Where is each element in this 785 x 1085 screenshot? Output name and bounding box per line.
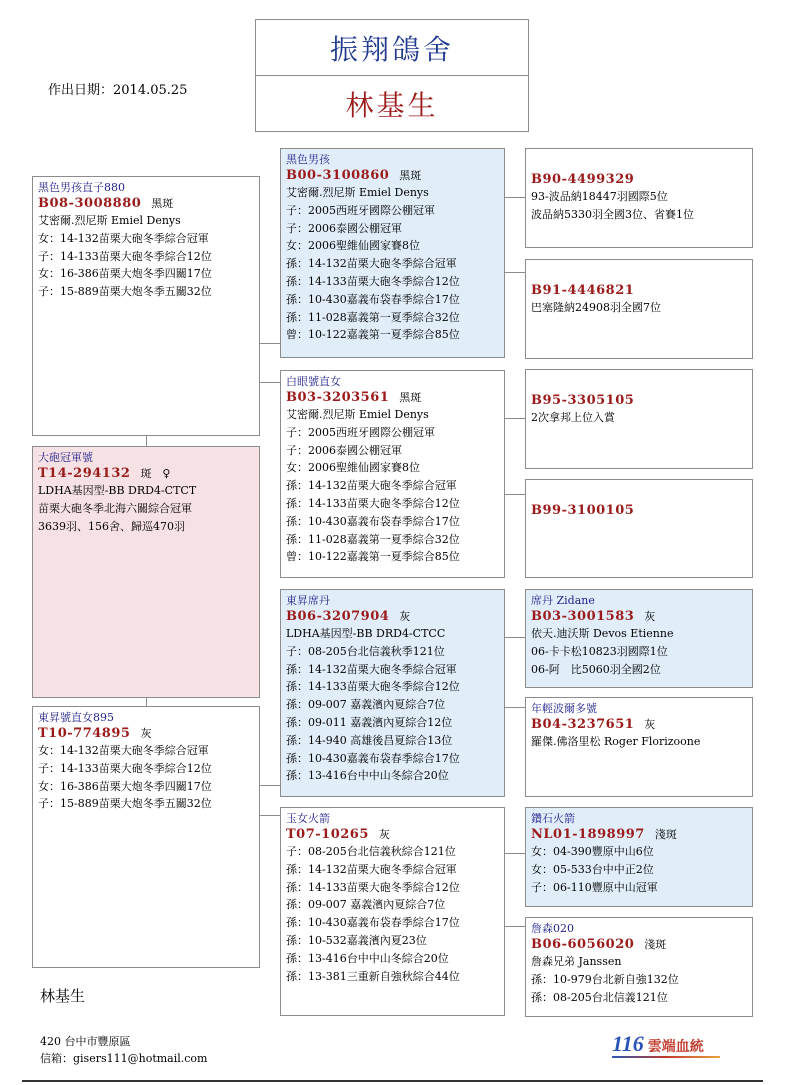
info-line: 孫：13-416台中中山冬綜合20位 bbox=[286, 951, 449, 965]
dam-card[interactable] bbox=[32, 706, 260, 968]
info-line: 女：14-132苗栗大砲冬季綜合冠軍 bbox=[38, 231, 209, 245]
info-line: 孫：13-416台中中山冬綜合20位 bbox=[286, 769, 449, 783]
logo-number: 116 bbox=[612, 1031, 644, 1056]
pigeon-color: 淺斑 bbox=[644, 938, 667, 951]
info-line: 曾：10-122嘉義第一夏季綜合85位 bbox=[286, 328, 460, 342]
dam-dam-card[interactable] bbox=[280, 807, 505, 1016]
info-line: 子：2006泰國公棚冠軍 bbox=[286, 443, 402, 457]
ring-line bbox=[531, 827, 747, 843]
ring-number: B08-3008880 bbox=[38, 196, 142, 211]
ring-line bbox=[531, 609, 747, 625]
ring-line bbox=[286, 827, 499, 843]
pigeon-name: 年輕波爾多號 bbox=[531, 702, 597, 715]
ring-line bbox=[531, 172, 747, 188]
dam-sire-card[interactable] bbox=[280, 589, 505, 797]
info-line: 子：2006泰國公棚冠軍 bbox=[286, 221, 402, 235]
info-line: 子：08-205台北信義秋季121位 bbox=[286, 644, 445, 658]
info-line: 孫：08-205台北信義121位 bbox=[531, 990, 668, 1004]
info-line: 孫：11-028嘉義第一夏季綜合32位 bbox=[286, 532, 460, 546]
sire-dam-card[interactable] bbox=[280, 370, 505, 578]
owner-title: 林基生 bbox=[345, 89, 439, 122]
ring-number: B03-3203561 bbox=[286, 390, 390, 405]
info-line: 波品納5330羽全國3位、省賽1位 bbox=[531, 207, 694, 221]
info-line: 孫：14-133苗栗大砲冬季綜合12位 bbox=[286, 274, 460, 288]
pigeon-name: 玉女火箭 bbox=[286, 812, 330, 825]
info-line: 子：2005西班牙國際公棚冠軍 bbox=[286, 425, 435, 439]
ring-line bbox=[531, 937, 747, 953]
pigeon-name: 白眼號直女 bbox=[286, 375, 341, 388]
pigeon-name: 鑽石火箭 bbox=[531, 812, 575, 825]
pigeon-color: 淺斑 bbox=[654, 828, 677, 841]
ring-number: NL01-1898997 bbox=[531, 827, 645, 842]
subject-card[interactable] bbox=[32, 446, 260, 698]
info-line: 女：2006聖維仙國家賽8位 bbox=[286, 239, 420, 253]
dss-card[interactable] bbox=[525, 589, 753, 688]
info-line: 子：06-110豐原中山冠軍 bbox=[531, 880, 658, 894]
ring-number: B06-3207904 bbox=[286, 609, 390, 624]
dsd-card[interactable] bbox=[525, 697, 753, 797]
ring-number: B99-3100105 bbox=[531, 503, 635, 518]
ring-number: B06-6056020 bbox=[531, 937, 635, 952]
pigeon-color: 灰 bbox=[644, 718, 656, 731]
info-line: 女：04-390豐原中山6位 bbox=[531, 845, 654, 858]
pigeon-name: 黑色男孩 bbox=[286, 153, 330, 166]
info-line: 艾密爾.烈尼斯 Emiel Denys bbox=[38, 214, 181, 227]
info-line: 孫：10-430嘉義布袋春季綜合17位 bbox=[286, 916, 460, 930]
connector-line bbox=[504, 707, 525, 708]
ring-number: B03-3001583 bbox=[531, 609, 635, 624]
ring-line bbox=[531, 717, 747, 733]
info-line: 子：15-889苗栗大炮冬季五關32位 bbox=[38, 797, 212, 811]
pigeon-color: 灰 bbox=[140, 727, 152, 740]
info-line: 孫：10-430嘉義布袋春季綜合17位 bbox=[286, 751, 460, 765]
footer-owner: 林基生 bbox=[40, 987, 86, 1005]
ring-line bbox=[531, 283, 747, 299]
sds-card[interactable] bbox=[525, 369, 753, 469]
pigeon-color: 灰 bbox=[644, 610, 656, 623]
info-line: 孫：14-133苗栗大砲冬季綜合12位 bbox=[286, 680, 460, 694]
ring-line bbox=[286, 390, 499, 406]
info-line: 孫：14-940 高雄後昌夏綜合13位 bbox=[286, 733, 453, 747]
info-line: 子：2005西班牙國際公棚冠軍 bbox=[286, 203, 435, 217]
connector-line bbox=[504, 853, 525, 854]
pigeon-color: 灰 bbox=[399, 610, 411, 623]
ring-line bbox=[531, 393, 747, 409]
info-line: LDHA基因型-BB DRD4-CTCC bbox=[286, 627, 446, 640]
ring-number: B90-4499329 bbox=[531, 172, 635, 187]
ring-line bbox=[38, 196, 254, 212]
info-line: 曾：10-122嘉義第一夏季綜合85位 bbox=[286, 550, 460, 564]
ring-line bbox=[38, 466, 254, 482]
pigeon-name: 東昇號直女895 bbox=[38, 711, 114, 724]
info-line: 孫：14-132苗栗大砲冬季綜合冠軍 bbox=[286, 662, 457, 676]
info-line: 孫：13-381三重新自強秋綜合44位 bbox=[286, 969, 460, 983]
title-box bbox=[255, 19, 529, 132]
footer-email: 信箱：gisers111@hotmail.com bbox=[40, 1052, 208, 1065]
info-line: 孫：10-430嘉義布袋春季綜合17位 bbox=[286, 292, 460, 306]
pigeon-color: 灰 bbox=[378, 828, 390, 841]
info-line: 孫：09-007 嘉義濱內夏綜合7位 bbox=[286, 898, 446, 912]
ring-line bbox=[286, 168, 499, 184]
info-line: 子：15-889苗栗大炮冬季五關32位 bbox=[38, 285, 212, 299]
connector-line bbox=[146, 697, 147, 706]
info-line: 孫：14-132苗栗大砲冬季綜合冠軍 bbox=[286, 862, 457, 876]
connector-line bbox=[504, 418, 525, 419]
info-line: 孫：10-430嘉義布袋春季綜合17位 bbox=[286, 514, 460, 528]
info-line: 2次拿邦上位入賞 bbox=[531, 411, 615, 424]
info-line: 羅傑.佛洛里松 Roger Florizoone bbox=[531, 735, 701, 748]
info-line: 苗栗大砲冬季北海六關綜合冠軍 bbox=[38, 501, 192, 515]
ring-number: B95-3305105 bbox=[531, 393, 635, 408]
connector-line bbox=[259, 785, 280, 786]
connector-line bbox=[259, 343, 280, 344]
pigeon-color: 黑斑 bbox=[151, 197, 174, 210]
connector-line bbox=[504, 272, 525, 273]
info-line: 子：14-133苗栗大砲冬季綜合12位 bbox=[38, 761, 212, 775]
date-text: 作出日期：2014.05.25 bbox=[48, 83, 188, 98]
pigeon-color: 黑斑 bbox=[399, 169, 422, 182]
info-line: 3639羽、156舍、歸巡470羽 bbox=[38, 519, 185, 533]
info-line: 93-波品納18447羽國際5位 bbox=[531, 190, 668, 203]
info-line: LDHA基因型-BB DRD4-CTCT bbox=[38, 484, 197, 497]
connector-line bbox=[504, 637, 525, 638]
sire-card[interactable] bbox=[32, 176, 260, 436]
info-line: 巴塞隆納24908羽全國7位 bbox=[531, 301, 661, 314]
ssd-card[interactable] bbox=[525, 259, 753, 359]
connector-line bbox=[146, 435, 147, 446]
info-line: 孫：14-133苗栗大砲冬季綜合12位 bbox=[286, 496, 460, 510]
info-line: 孫：09-007 嘉義濱內夏綜合7位 bbox=[286, 698, 446, 712]
footer-address: 420 台中市豐原區 bbox=[40, 1035, 131, 1048]
info-line: 06-卡卡松10823羽國際1位 bbox=[531, 644, 668, 658]
info-line: 女：2006聖維仙國家賽8位 bbox=[286, 461, 420, 475]
ring-line bbox=[38, 726, 254, 742]
logo-text: 雲端血統 bbox=[647, 1038, 704, 1054]
pigeon-name: 黑色男孩直子880 bbox=[38, 181, 125, 194]
connector-line bbox=[504, 494, 525, 495]
ring-number: B91-4446821 bbox=[531, 283, 635, 298]
connector-line bbox=[504, 197, 525, 198]
sire-sire-card[interactable] bbox=[280, 148, 505, 358]
ring-number: B00-3100860 bbox=[286, 168, 390, 183]
pigeon-name: 東昇席丹 bbox=[286, 594, 330, 607]
info-line: 孫：14-133苗栗大砲冬季綜合12位 bbox=[286, 880, 460, 894]
info-line: 06-阿 比5060羽全國2位 bbox=[531, 662, 661, 676]
info-line: 女：16-386苗栗大炮冬季四關17位 bbox=[38, 779, 212, 793]
info-line: 女：14-132苗栗大砲冬季綜合冠軍 bbox=[38, 744, 209, 757]
connector-line bbox=[259, 382, 280, 383]
info-line: 依天.迪沃斯 Devos Etienne bbox=[531, 627, 674, 640]
ring-number: T10-774895 bbox=[38, 726, 131, 741]
info-line: 孫：11-028嘉義第一夏季綜合32位 bbox=[286, 310, 460, 324]
pigeon-color: 黑斑 bbox=[399, 391, 422, 404]
ring-line bbox=[286, 609, 499, 625]
ring-line bbox=[531, 503, 747, 519]
pigeon-name: 詹森020 bbox=[531, 922, 574, 935]
bottom-rule bbox=[22, 1080, 763, 1082]
dds-card[interactable] bbox=[525, 807, 753, 907]
info-line: 孫：14-132苗栗大砲冬季綜合冠軍 bbox=[286, 479, 457, 493]
info-line: 子：08-205台北信義秋綜合121位 bbox=[286, 845, 456, 858]
site-logo[interactable] bbox=[612, 1030, 704, 1056]
info-line: 孫：14-132苗栗大砲冬季綜合冠軍 bbox=[286, 257, 457, 271]
sdd-card[interactable] bbox=[525, 479, 753, 578]
info-line: 孫：10-979台北新自強132位 bbox=[531, 972, 679, 986]
ring-number: T14-294132 bbox=[38, 466, 131, 481]
ddd-card[interactable] bbox=[525, 917, 753, 1017]
pigeon-name: 席丹 Zidane bbox=[531, 594, 595, 607]
info-line: 詹森兄弟 Janssen bbox=[531, 955, 622, 968]
ring-number: B04-3237651 bbox=[531, 717, 635, 732]
info-line: 艾密爾.烈尼斯 Emiel Denys bbox=[286, 186, 429, 199]
sss-card[interactable] bbox=[525, 148, 753, 248]
pigeon-color: 斑 ♀ bbox=[140, 467, 171, 480]
logo-underline bbox=[612, 1056, 720, 1058]
info-line: 孫：09-011 嘉義濱內夏綜合12位 bbox=[286, 715, 453, 729]
info-line: 艾密爾.烈尼斯 Emiel Denys bbox=[286, 408, 429, 421]
info-line: 子：14-133苗栗大砲冬季綜合12位 bbox=[38, 249, 212, 263]
pigeon-name: 大砲冠軍號 bbox=[38, 451, 93, 464]
loft-name: 振翔鴿舍 bbox=[256, 20, 528, 76]
connector-line bbox=[259, 815, 280, 816]
connector-line bbox=[504, 926, 525, 927]
info-line: 女：05-533台中中正2位 bbox=[531, 862, 654, 876]
ring-number: T07-10265 bbox=[286, 827, 369, 842]
info-line: 孫：10-532嘉義濱內夏23位 bbox=[286, 933, 427, 947]
info-line: 女：16-386苗栗大炮冬季四關17位 bbox=[38, 267, 212, 281]
